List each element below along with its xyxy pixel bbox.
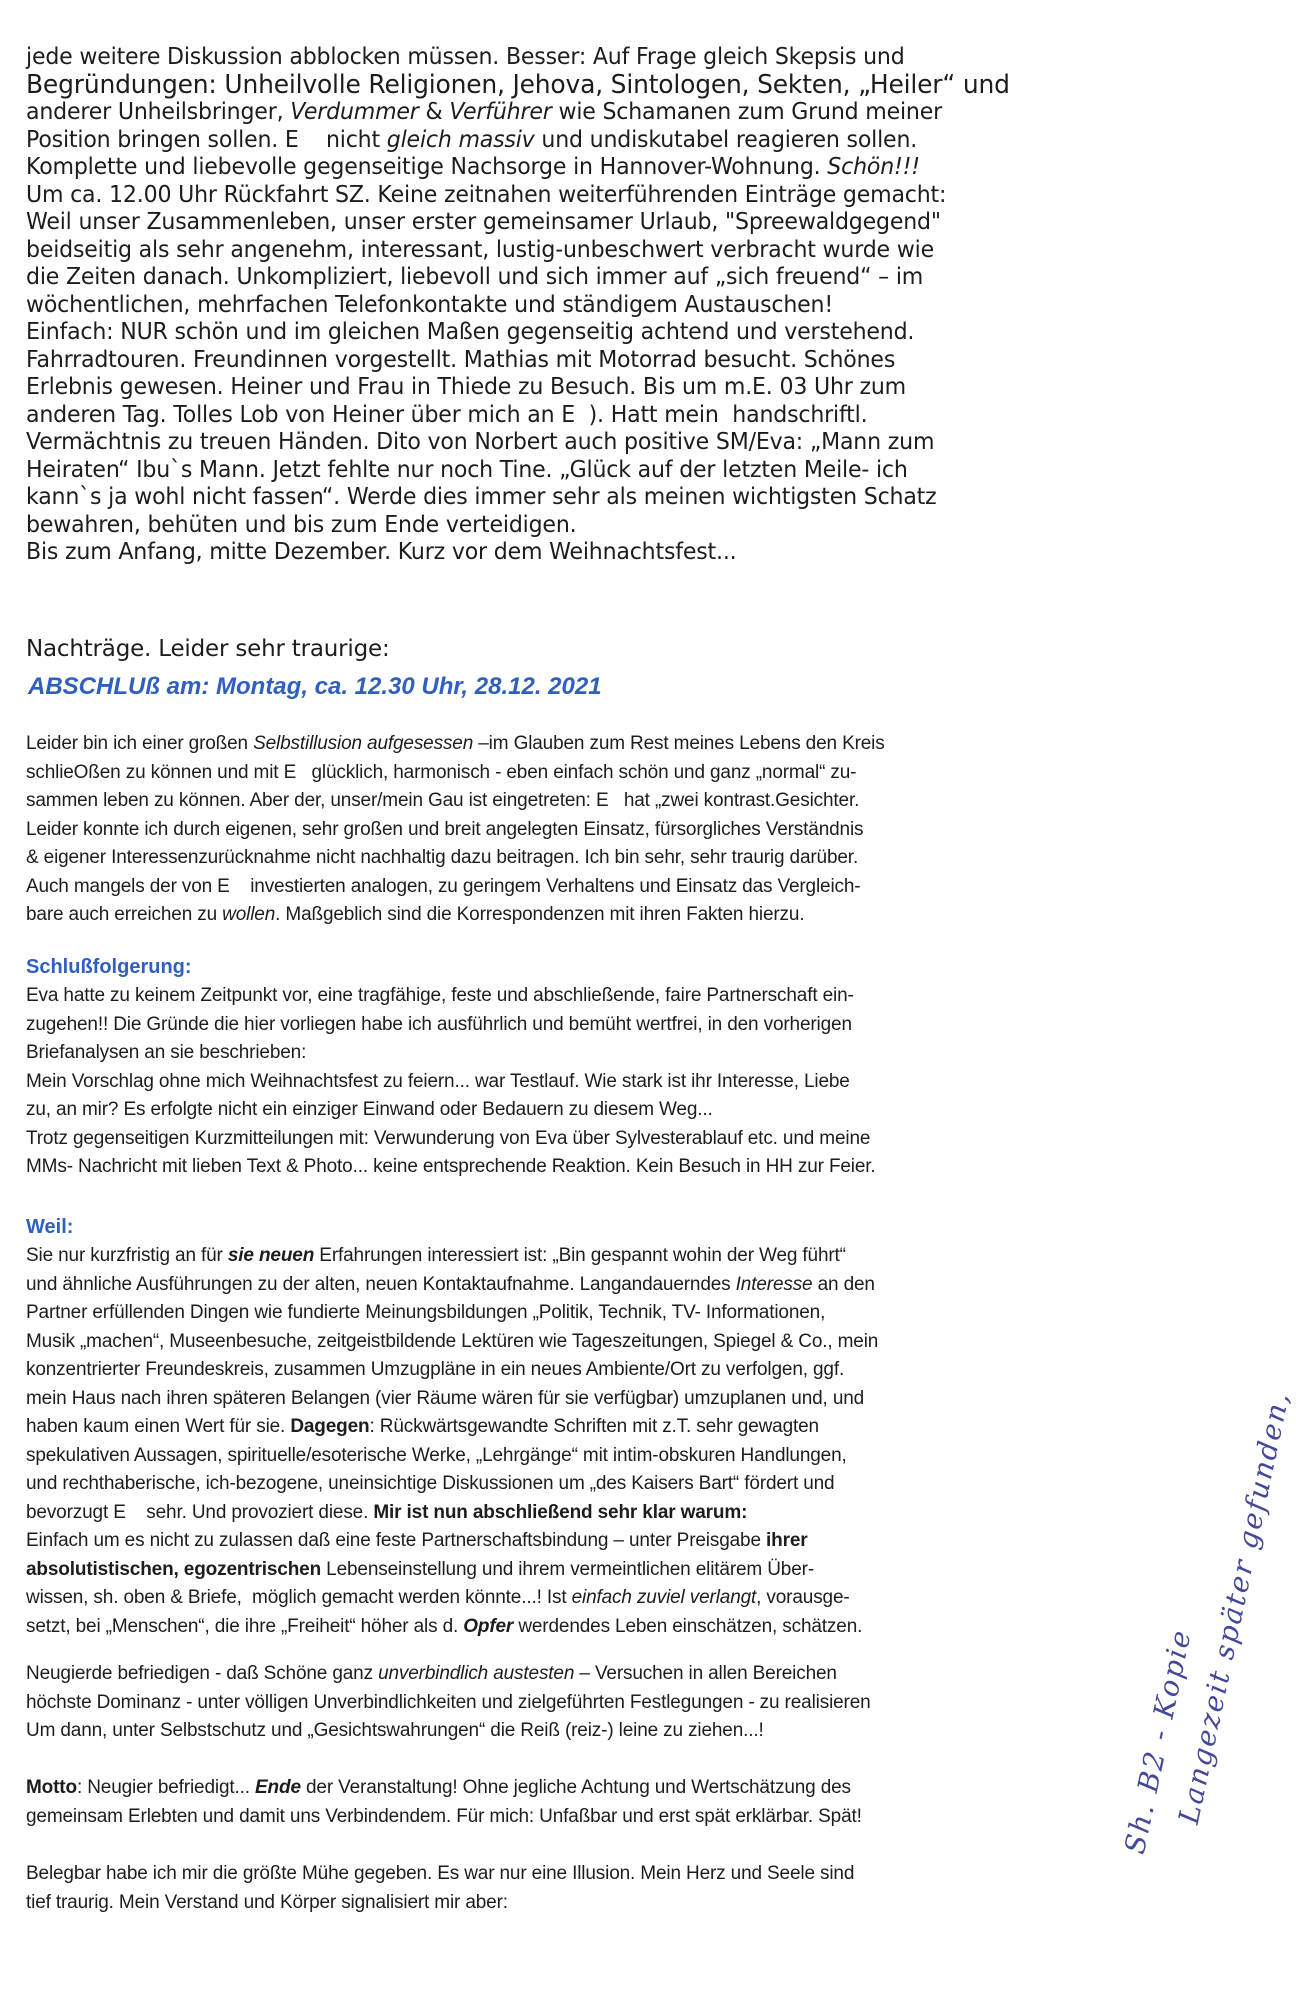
schlussfolgerung-heading: Schlußfolgerung: bbox=[26, 956, 192, 978]
text-line: Heiraten“ Ibu`s Mann. Jetzt fehlte nur noch Tine. „Glück auf der letzten Meile- ich bbox=[26, 456, 908, 483]
text-line: Bis zum Anfang, mitte Dezember. Kurz vor dem Weihnachtsfest... bbox=[26, 539, 737, 565]
weil-heading: Weil: bbox=[26, 1216, 74, 1238]
text-line: Position bringen sollen. E nicht gleich massiv und undiskutabel reagieren sollen. bbox=[26, 126, 918, 153]
text-line: Leider konnte ich durch eigenen, sehr großen und breit angelegten Einsatz, fürsorgliches Verständnis bbox=[26, 818, 864, 840]
text-line: Belegbar habe ich mir die größte Mühe gegeben. Es war nur eine Illusion. Mein Herz und Seele sind bbox=[26, 1863, 855, 1884]
text-line: Erlebnis gewesen. Heiner und Frau in Thiede zu Besuch. Bis um m.E. 03 Uhr zum bbox=[26, 374, 907, 400]
schlussfolgerung-paragraph bbox=[26, 982, 1106, 1182]
text-line: bevorzugt E sehr. Und provoziert diese. Mir ist nun abschließend sehr klar warum: bbox=[26, 1501, 748, 1523]
text-line: tief traurig. Mein Verstand und Körper signalisiert mir aber: bbox=[26, 1891, 508, 1913]
text-line: beidseitig als sehr angenehm, interessant, lustig-unbeschwert verbracht wurde wie bbox=[26, 236, 934, 263]
text-line: mein Haus nach ihren späteren Belangen (vier Räume wären für sie verfügbar) umzuplanen und, und bbox=[26, 1387, 865, 1409]
text-line: absolutistischen, egozentrischen Lebenseinstellung und ihrem vermeintlichen elitärem Über- bbox=[26, 1558, 814, 1580]
text-line: Fahrradtouren. Freundinnen vorgestellt. Mathias mit Motorrad besucht. Schönes bbox=[26, 346, 896, 373]
text-line: setzt, bei „Menschen“, die ihre „Freiheit“ höher als d. Opfer werdendes Leben einschätzen, schätzen. bbox=[26, 1615, 863, 1637]
text-line: MMs- Nachricht mit lieben Text & Photo... keine entsprechende Reaktion. Kein Besuch in HH zur Feier. bbox=[26, 1156, 876, 1177]
text-line: Eva hatte zu keinem Zeitpunkt vor, eine tragfähige, feste und abschließende, faire Partnerschaft ein- bbox=[26, 985, 854, 1006]
handwritten-line: Sh. B2 - Kopie bbox=[1118, 1625, 1198, 1857]
text-line: kann`s ja wohl nicht fassen“. Werde dies immer sehr als meinen wichtigsten Schatz bbox=[26, 484, 937, 510]
text-line: Auch mangels der von E investierten analogen, zu geringem Verhaltens und Einsatz das Vergleich- bbox=[26, 875, 861, 897]
handwritten-margin-note bbox=[1110, 1290, 1296, 1857]
text-line: Sie nur kurzfristig an für sie neuen Erfahrungen interessiert ist: „Bin gespannt wohin der Weg führt“ bbox=[26, 1245, 846, 1266]
text-line: schlieOßen zu können und mit E glücklich, harmonisch - eben einfach schön und ganz „normal“ zu- bbox=[26, 761, 857, 783]
text-line: spekulativen Aussagen, spirituelle/esoterische Werke, „Lehrgänge“ mit intim-obskuren Handlungen, bbox=[26, 1444, 847, 1466]
abschluss-heading: ABSCHLUß am: Montag, ca. 12.30 Uhr, 28.12. 2021 bbox=[28, 673, 602, 700]
text-line: wissen, sh. oben & Briefe, möglich gemacht werden könnte...! Ist einfach zuviel verlangt, vorausge- bbox=[26, 1587, 850, 1608]
upper-text-block bbox=[26, 44, 1044, 567]
text-line: konzentrierter Freundeskreis, zusammen Umzugpläne in ein neues Ambiente/Ort zu verfolgen, ggf. bbox=[26, 1359, 845, 1380]
text-line: Trotz gegenseitigen Kurzmitteilungen mit: Verwunderung von Eva über Sylvesterablauf etc. und meine bbox=[26, 1127, 871, 1149]
text-line: höchste Dominanz - unter völligen Unverbindlichkeiten und zielgeführten Festlegungen - zu realisieren bbox=[26, 1691, 871, 1713]
belegbar-paragraph bbox=[26, 1860, 1106, 1917]
text-line: Vermächtnis zu treuen Händen. Dito von Norbert auch positive SM/Eva: „Mann zum bbox=[26, 429, 935, 455]
text-line: jede weitere Diskussion abblocken müssen. Besser: Auf Frage gleich Skepsis und bbox=[26, 44, 905, 70]
text-line: Motto: Neugier befriedigt... Ende der Veranstaltung! Ohne jegliche Achtung und Wertschätzung des bbox=[26, 1777, 851, 1798]
weil-paragraph bbox=[26, 1242, 1101, 1641]
text-line: Briefanalysen an sie beschrieben: bbox=[26, 1042, 307, 1063]
text-line: bare auch erreichen zu wollen. Maßgeblich sind die Korrespondenzen mit ihren Fakten hierzu. bbox=[26, 904, 805, 925]
text-line: und ähnliche Ausführungen zu der alten, neuen Kontaktaufnahme. Langandauerndes Interesse an den bbox=[26, 1273, 875, 1295]
text-line: sammen leben zu können. Aber der, unser/mein Gau ist eingetreten: E hat „zwei kontrast.Gesichter. bbox=[26, 790, 860, 811]
text-line: Partner erfüllenden Dingen wie fundierte Meinungsbildungen „Politik, Technik, TV- Informationen, bbox=[26, 1302, 826, 1323]
text-line: Musik „machen“, Museenbesuche, zeitgeistbildende Lektüren wie Tageszeitungen, Spiegel & Co., mein bbox=[26, 1330, 879, 1352]
text-line: Begründungen: Unheilvolle Religionen, Jehova, Sintologen, Sekten, „Heiler“ und bbox=[26, 69, 1010, 100]
handwritten-line: Langezeit später gefunden, bbox=[1172, 1387, 1296, 1827]
text-line: zu, an mir? Es erfolgte nicht ein einziger Einwand oder Bedauern zu diesem Weg... bbox=[26, 1099, 713, 1120]
text-line: Einfach: NUR schön und im gleichen Maßen gegenseitig achtend und verstehend. bbox=[26, 319, 915, 345]
neugierde-paragraph bbox=[26, 1660, 1106, 1746]
text-line: bewahren, behüten und bis zum Ende verteidigen. bbox=[26, 511, 577, 538]
text-line: anderer Unheilsbringer, Verdummer & Verführer wie Schamanen zum Grund meiner bbox=[26, 99, 943, 125]
text-line: & eigener Interessenzurücknahme nicht nachhaltig dazu beitragen. Ich bin sehr, sehr traurig darüber. bbox=[26, 847, 859, 868]
text-line: zugehen!! Die Gründe die hier vorliegen habe ich ausführlich und bemüht wertfrei, in den vorherigen bbox=[26, 1013, 852, 1035]
text-line: gemeinsam Erlebten und damit uns Verbindendem. Für mich: Unfaßbar und erst spät erklärbar. Spät! bbox=[26, 1805, 862, 1827]
text-line: anderen Tag. Tolles Lob von Heiner über mich an E ). Hatt mein handschriftl. bbox=[26, 401, 868, 428]
text-line: die Zeiten danach. Unkompliziert, liebevoll und sich immer auf „sich freuend“ – im bbox=[26, 264, 924, 290]
text-line: Mein Vorschlag ohne mich Weihnachtsfest zu feiern... war Testlauf. Wie stark ist ihr Interesse, Liebe bbox=[26, 1070, 850, 1092]
text-line: Komplette und liebevolle gegenseitige Nachsorge in Hannover-Wohnung. Schön!!! bbox=[26, 154, 920, 180]
text-line: Um dann, unter Selbstschutz und „Gesichtswahrungen“ die Reiß (reiz-) leine zu ziehen...! bbox=[26, 1720, 764, 1741]
text-line: Um ca. 12.00 Uhr Rückfahrt SZ. Keine zeitnahen weiterführenden Einträge gemacht: bbox=[26, 181, 947, 208]
text-line: Einfach um es nicht zu zulassen daß eine feste Partnerschaftsbindung – unter Preisgabe ihrer bbox=[26, 1530, 808, 1551]
text-line: wöchentlichen, mehrfachen Telefonkontakte und ständigem Austauschen! bbox=[26, 291, 833, 318]
text-line: und rechthaberische, ich-bezogene, uneinsichtige Diskussionen um „des Kaisers Bart“ fördert und bbox=[26, 1473, 835, 1494]
nachtraege-line: Nachträge. Leider sehr traurige: bbox=[26, 636, 390, 662]
motto-paragraph bbox=[26, 1774, 1106, 1831]
text-line: haben kaum einen Wert für sie. Dagegen: Rückwärtsgewandte Schriften mit z.T. sehr gewagten bbox=[26, 1416, 819, 1437]
text-line: Leider bin ich einer großen Selbstillusion aufgesessen –im Glauben zum Rest meines Lebens den Kreis bbox=[26, 733, 885, 754]
text-line: Neugierde befriedigen - daß Schöne ganz unverbindlich austesten – Versuchen in allen Bereichen bbox=[26, 1663, 837, 1684]
intro-paragraph bbox=[26, 730, 1106, 930]
text-line: Weil unser Zusammenleben, unser erster gemeinsamer Urlaub, "Spreewaldgegend" bbox=[26, 209, 941, 235]
